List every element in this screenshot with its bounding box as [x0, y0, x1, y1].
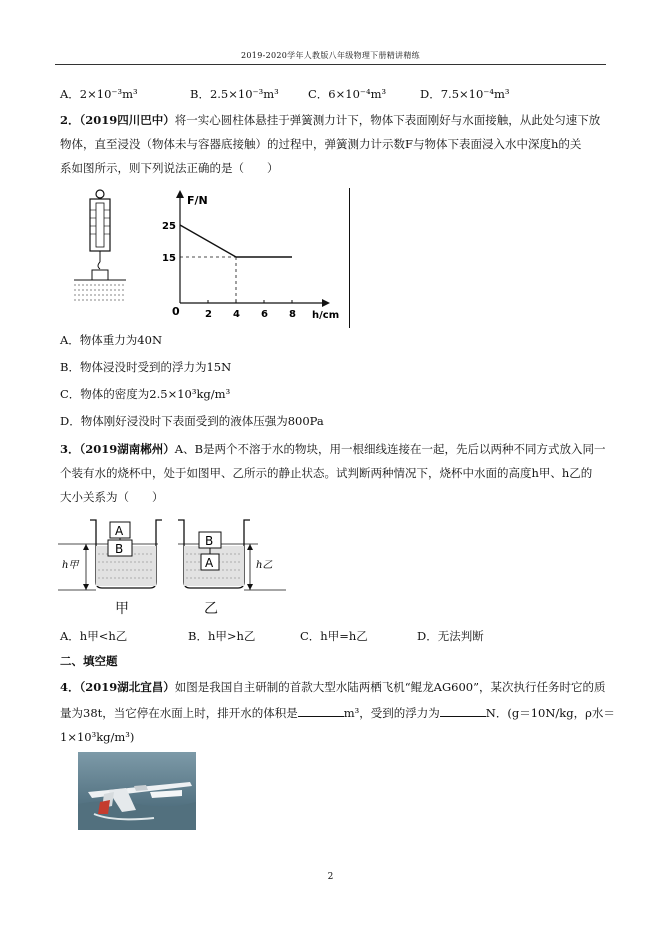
q2-option-c: C．物体的密度为2.5×10³kg/m³	[60, 387, 231, 401]
q1-option-a: A．2×10⁻³m³	[60, 87, 138, 101]
q2-number: 2．	[60, 113, 80, 127]
x-tick-label: 2	[205, 309, 212, 320]
page-header: 2019-2020学年人教版八年级物理下册精讲精练	[241, 51, 420, 60]
block-b-yi: B	[205, 534, 214, 548]
series-force-line	[180, 225, 292, 257]
figure-divider	[349, 188, 350, 328]
beakers-figure	[58, 512, 288, 614]
q3-option-b: B．h甲>h乙	[188, 629, 256, 643]
x-axis-label: h/cm	[312, 310, 340, 321]
q3-option-d: D．无法判断	[417, 629, 484, 643]
y-tick-label: 25	[162, 221, 176, 232]
q4-number: 4．	[60, 680, 80, 694]
x-axis-arrow	[322, 299, 330, 307]
q4-blank-volume	[298, 706, 344, 717]
section-fill-blank-heading: 二、填空题	[60, 654, 118, 668]
graph-ticks	[162, 221, 296, 320]
q2-option-b: B．物体浸没时受到的浮力为15N	[60, 360, 232, 374]
y-axis-label: F/N	[187, 194, 208, 207]
q3-line2: 个装有水的烧杯中，处于如图甲、乙所示的静止状态。试判断两种情况下，烧杯中水面的高度h甲、h乙的	[60, 466, 593, 480]
q3-number: 3．	[60, 442, 80, 456]
q4-line3: 1×10³kg/m³)	[60, 730, 135, 744]
block-b-jia: B	[115, 542, 124, 556]
q2-option-d: D．物体刚好浸没时下表面受到的液体压强为800Pa	[60, 414, 324, 428]
force-depth-graph	[160, 185, 355, 325]
header-rule	[55, 64, 606, 65]
block-a-yi: A	[205, 556, 214, 570]
q4-source: （2019湖北宜昌）	[79, 680, 175, 694]
block-a-jia: A	[115, 524, 124, 538]
h-yi-label: h乙	[256, 560, 273, 571]
spring-scale-figure	[70, 188, 130, 308]
q2-line3: 系如图所示，则下列说法正确的是（ ）	[60, 161, 279, 175]
q3-line3: 大小关系为（ ）	[60, 490, 164, 504]
q2-source: （2019四川巴中）	[79, 113, 175, 127]
q4-text-2c: N．(g＝10N/kg，ρ水＝	[485, 706, 615, 720]
caption-jia: 甲	[115, 601, 129, 617]
y-tick-label: 15	[162, 253, 176, 264]
q4-line2	[60, 704, 615, 722]
q1-option-c: C．6×10⁻⁴m³	[308, 87, 387, 101]
x-tick-label: 6	[261, 309, 268, 320]
q1-option-d: D．7.5×10⁻⁴m³	[420, 87, 510, 101]
q3-option-a: A．h甲<h乙	[60, 629, 128, 643]
x-tick-label: 4	[233, 309, 240, 320]
q3-source: （2019湖南郴州）	[79, 442, 175, 456]
caption-yi: 乙	[204, 601, 218, 617]
q4-text-1: 如图是我国自主研制的首款大型水陆两栖飞机“鲲龙AG600”，某次执行任务时它的质	[174, 680, 606, 694]
q3-line1	[60, 440, 606, 458]
q3-option-c: C．h甲=h乙	[300, 629, 368, 643]
q2-option-a: A．物体重力为40N	[60, 333, 162, 347]
q1-option-b: B．2.5×10⁻³m³	[190, 87, 279, 101]
beaker-yi	[178, 520, 286, 590]
seaplane-photo	[78, 752, 196, 830]
h-jia-label: h甲	[62, 560, 79, 571]
y-axis-arrow	[176, 190, 184, 198]
q3-text-1: A、B是两个不溶于水的物块，用一根细线连接在一起，先后以两种不同方式放入同一	[174, 442, 606, 456]
q2-line1	[60, 111, 600, 129]
beaker-jia	[58, 520, 162, 590]
origin-label: 0	[172, 305, 180, 318]
q2-text-1: 将一实心圆柱体悬挂于弹簧测力计下，物体下表面刚好与水面接触，从此处匀速下放	[174, 113, 601, 127]
graph-series	[180, 225, 292, 303]
page-number: 2	[327, 872, 334, 882]
q2-line2: 物体，直至浸没（物体未与容器底接触）的过程中，弹簧测力计示数F与物体下表面浸入水中深度h的关	[60, 137, 582, 151]
q4-line1	[60, 678, 605, 696]
q4-text-2a: 量为38t，当它停在水面上时，排开水的体积是	[60, 706, 298, 720]
x-tick-label: 8	[289, 309, 296, 320]
q4-blank-buoyancy	[440, 706, 486, 717]
q4-text-2b: m³，受到的浮力为	[343, 706, 440, 720]
